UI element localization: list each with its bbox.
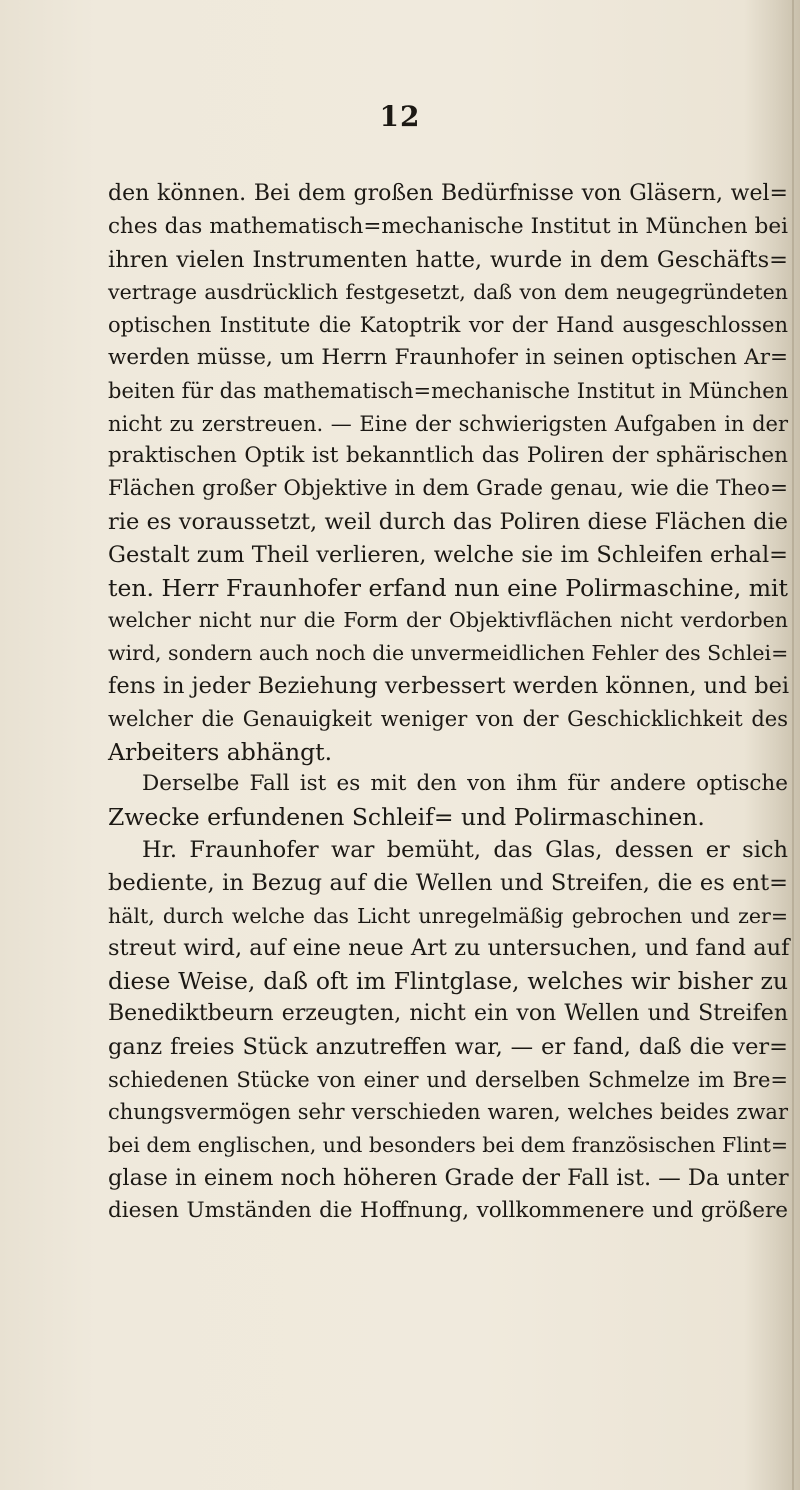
- text-line: glase in einem noch höheren Grade der Fall ist. — Da unter: [108, 1164, 789, 1191]
- body-text: [108, 178, 788, 1228]
- text-line: bediente, in Bezug auf die Wellen und Streifen, die es ent=: [108, 869, 788, 896]
- text-line: streut wird, auf eine neue Art zu untersuchen, und fand auf: [108, 935, 790, 962]
- text-line: diese Weise, daß oft im Flintglase, welches wir bisher zu: [108, 967, 788, 996]
- text-line: ches das mathematisch=mechanische Institut in München bei: [108, 213, 788, 239]
- text-line: welcher nicht nur die Form der Objektivflächen nicht verdorben: [108, 608, 788, 633]
- text-line: Gestalt zum Theil verlieren, welche sie im Schleifen erhal=: [108, 541, 788, 568]
- text-line: Flächen großer Objektive in dem Grade genau, wie die Theo=: [108, 476, 788, 502]
- text-line: Zwecke erfundenen Schleif= und Polirmaschinen.: [108, 803, 705, 832]
- text-line: Benediktbeurn erzeugten, nicht ein von Wellen und Streifen: [108, 1000, 788, 1026]
- text-line: Arbeiters abhängt.: [108, 737, 333, 766]
- text-line: Hr. Fraunhofer war bemüht, das Glas, dessen er sich: [142, 836, 788, 863]
- text-line: beiten für das mathematisch=mechanische Institut in München: [108, 378, 789, 403]
- text-line: nicht zu zerstreuen. — Eine der schwierigsten Aufgaben in der: [108, 411, 788, 436]
- text-line: ten. Herr Fraunhofer erfand nun eine Polirmaschine, mit: [108, 573, 788, 602]
- text-line: Derselbe Fall ist es mit den von ihm für andere optische: [142, 771, 788, 797]
- text-line: chungsvermögen sehr verschieden waren, welches beides zwar: [108, 1100, 788, 1125]
- text-line: wird, sondern auch noch die unvermeidlichen Fehler des Schlei=: [108, 641, 789, 666]
- page-number: 12: [379, 100, 421, 133]
- text-line: optischen Institute die Katoptrik vor der Hand ausgeschlossen: [108, 313, 788, 338]
- text-line: vertrage ausdrücklich festgesetzt, daß von dem neugegründeten: [108, 280, 788, 305]
- text-line: ganz freies Stück anzutreffen war, — er fand, daß die ver=: [108, 1033, 788, 1060]
- text-line: praktischen Optik ist bekanntlich das Poliren der sphärischen: [108, 443, 788, 469]
- text-line: diesen Umständen die Hoffnung, vollkommenere und größere: [108, 1197, 788, 1223]
- page-edge-shadow: [792, 0, 794, 1490]
- text-line: werden müsse, um Herrn Fraunhofer in seinen optischen Ar=: [108, 344, 788, 370]
- text-line: hält, durch welche das Licht unregelmäßig gebrochen und zer=: [108, 903, 788, 928]
- text-line: welcher die Genauigkeit weniger von der Geschicklichkeit des: [108, 706, 788, 731]
- text-line: den können. Bei dem großen Bedürfnisse von Gläsern, wel=: [108, 181, 788, 206]
- text-line: schiedenen Stücke von einer und derselben Schmelze im Bre=: [108, 1067, 788, 1092]
- text-line: rie es voraussetzt, weil durch das Poliren diese Flächen die: [108, 508, 788, 535]
- text-line: bei dem englischen, und besonders bei dem französischen Flint=: [108, 1133, 788, 1158]
- text-line: ihren vielen Instrumenten hatte, wurde in dem Geschäfts=: [108, 246, 788, 273]
- text-line: fens in jeder Beziehung verbessert werden können, und bei: [108, 672, 790, 699]
